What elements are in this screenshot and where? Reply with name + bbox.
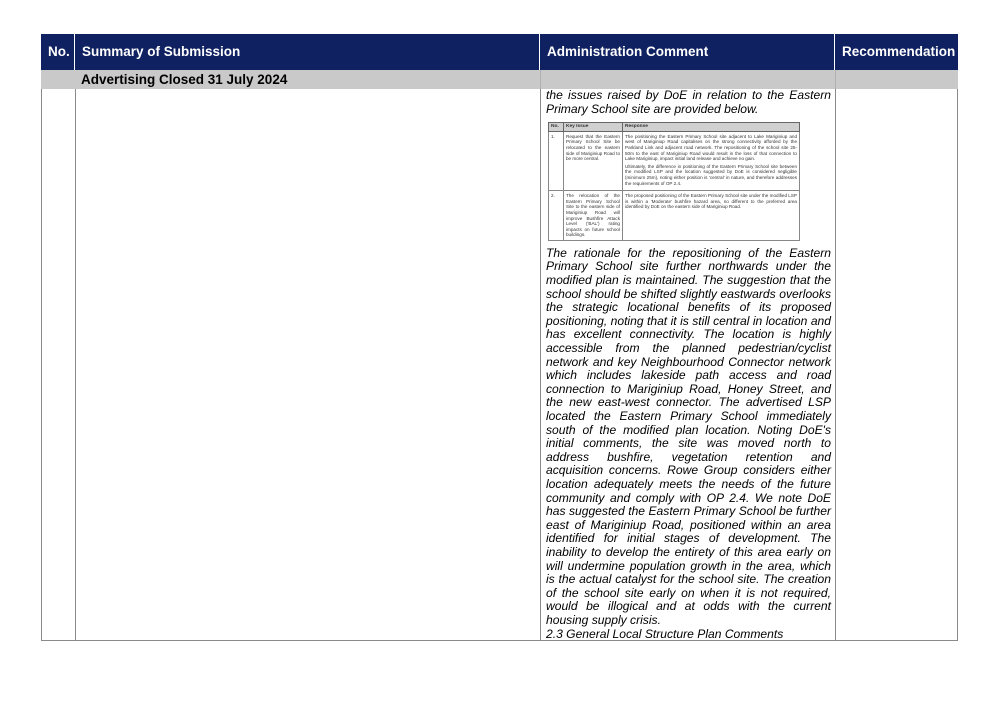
embedded-header-response: Response: [623, 123, 800, 132]
header-summary: Summary of Submission: [75, 34, 540, 70]
embedded-cell-issue: Request that the Eastern Primary School Site be relocated to the eastern side of Mariginiup Road to be more central.: [564, 131, 623, 190]
header-comment: Administration Comment: [540, 34, 835, 70]
administration-comment-cell: [546, 89, 831, 641]
embedded-response-paragraph: The positioning the Eastern Primary School site adjacent to Lake Mariginiup and west of Mariginiup Road capitalises on the strong connectivity afforded by the Parkland Link and adjacent road network. The repositioning of the school site 25-50m to the east of Mariginiup Road would result in the loss of that connection to Lake Mariginiup, impact initial land release and achieve no gain.: [625, 133, 797, 162]
embedded-row: [549, 191, 800, 241]
embedded-header-no: No.: [549, 123, 564, 132]
embedded-cell-response: [623, 191, 800, 241]
column-divider: [75, 89, 76, 640]
section-row: [41, 70, 958, 89]
embedded-cell-issue: The relocation of the Eastern Primary School Site to the eastern side of Mariginiup Road will improve Bushfire Attack Level ('BAL') rating impacts on future school buildings.: [564, 191, 623, 241]
header-recommendation: Recommendation: [842, 44, 956, 59]
embedded-issues-table: [548, 122, 800, 241]
section-divider: [540, 70, 541, 89]
embedded-response-paragraph: The proposed positioning of the Eastern Primary School site under the modified LSP is within a 'Moderate' bushfire hazard area, no different to the preferred area identified by DoE on the eastern side of Mariginiup Road.: [625, 193, 797, 210]
section-divider: [835, 70, 836, 89]
embedded-header-issue: Key Issue: [564, 123, 623, 132]
embedded-cell-no: 2.: [549, 191, 564, 241]
comment-heading: 2.3 General Local Structure Plan Comments: [546, 626, 784, 641]
header-no: No.: [41, 34, 75, 70]
embedded-cell-response: [623, 131, 800, 190]
comment-intro: the issues raised by DoE in relation to the Eastern Primary School site are provided below.: [546, 88, 831, 116]
section-title: Advertising Closed 31 July 2024: [81, 72, 288, 87]
column-divider: [835, 89, 836, 640]
table-header: [41, 34, 958, 70]
embedded-row: [549, 131, 800, 190]
embedded-response-paragraph: Ultimately, the difference in positioning of the Eastern Primary School site between the modified LSP and the location suggested by DoE is considered negligible (minimum 25m), noting either position is 'central' in nature, and therefore addresses the requirements of OP 2.4.: [625, 163, 797, 186]
embedded-cell-no: 1.: [549, 131, 564, 190]
comment-body: The rationale for the repositioning of the Eastern Primary School site further northwards under the modified plan is maintained. The suggestion that the school should be shifted slightly eastwards overlooks the strategic locational benefits of its proposed positioning, noting that it is still central in location and has excellent connectivity. The location is highly accessible from the planned pedestrian/cyclist network and key Neighbourhood Connector network which includes lakeside path access and road connection to Mariginiup Road, Honey Street, and the new east-west connector. The advertised LSP located the Eastern Primary School immediately south of the modified plan location. Noting DoE's initial comments, the site was moved north to address bushfire, vegetation retention and acquisition concerns. Rowe Group considers either location adequately meets the needs of the future community and comply with OP 2.4. We note DoE has suggested the Eastern Primary School be further east of Mariginiup Road, positioned within an area identified for initial stages of development. The inability to develop the entirety of this area early on will undermine population growth in the area, which is the actual catalyst for the school site. The creation of the school site early on when it is not required, would be illogical and at odds with the current housing supply crisis.: [546, 245, 831, 627]
column-divider: [540, 89, 541, 640]
